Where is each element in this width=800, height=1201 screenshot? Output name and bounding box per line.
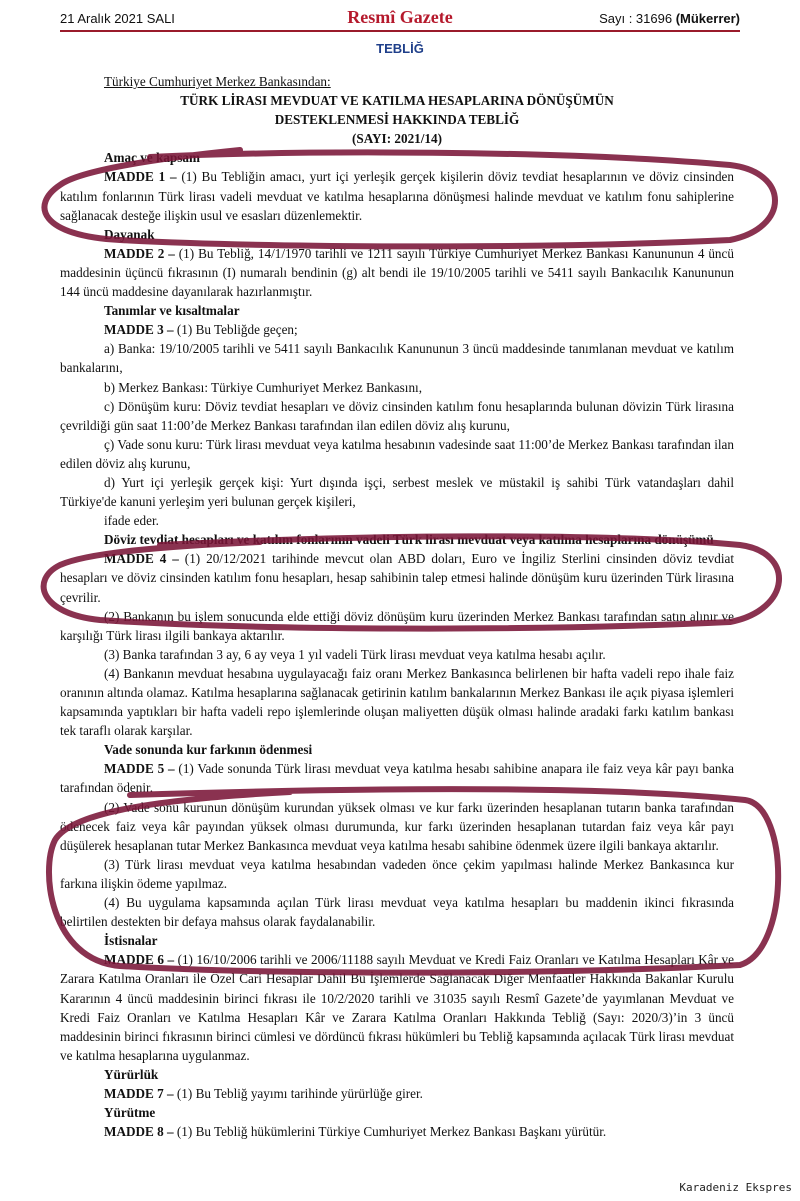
header-date: 21 Aralık 2021 SALI xyxy=(60,11,175,26)
article-1 xyxy=(60,167,734,224)
header-issue xyxy=(599,11,740,26)
title-line-3: (SAYI: 2021/14) xyxy=(352,131,442,147)
issue-number: Sayı : 31696 xyxy=(599,11,673,26)
page-header xyxy=(60,7,740,29)
article-2-label: MADDE 2 – xyxy=(104,245,175,261)
article-5-4: (4) Bu uygulama kapsamında açılan Türk lirası mevduat veya katılma hesapları bu maddenin ikinci fıkrasında belirtilen destekten bir defaya mahsus olarak faydalanabilir. xyxy=(60,895,734,930)
article-8-label: MADDE 8 – xyxy=(104,1124,174,1140)
heading-conversion-text: Döviz tevdiat hesapları ve katılım fonlarının vadeli Türk lirası mevduat veya katılma hesaplarına dönüşümü xyxy=(104,532,714,548)
definition-d: d) Yurt içi yerleşik gerçek kişi: Yurt dışında işçi, serbest meslek ve müstakil iş sahibi Türk vatandaşları dahil Türkiye'de kanuni yerleşim yeri bulunan gerçek kişileri, xyxy=(60,474,734,510)
article-1-text: (1) Bu Tebliğin amacı, yurt içi yerleşik gerçek kişilerin döviz tevdiat hesaplarının ve döviz cinsinden katılım fonlarının Türk lirası vadeli mevduat ve katılma hesaplarına dönüşmesi halinde mevduat ve katılım fonu sahiplerine sağlanacak desteğe ilişkin usul ve esasları düzenlemektir. xyxy=(60,169,734,223)
article-6-text: (1) 16/10/2006 tarihli ve 2006/11188 sayılı Mevduat ve Kredi Faiz Oranları ve Katılma Hesapları Kâr ve Zarara Katılma Oranları ile Özel Cari Hesaplar Dahil Bu İşlemlerde Sağlanacak Diğer Menfaatler Hakkında Bakanlar Kurulu Kararının 4 üncü maddesinin birinci fıkrası ile 10/2/2020 tarihli ve 31035 sayılı Resmî Gazete’de yayımlanan Mevduat ve Kredi Faiz Oranları ve Katılma Hesapları Kâr ve Zarara Katılma Oranları Hakkında Tebliğ (Sayı: 2020/3)’in 3 üncü maddesinin birinci fıkrasının birinci cümlesi ve dördüncü fıkrası hükümleri bu Tebliğ kapsamında açılacak Türk lirası mevduat ve katılma hesaplarına uygulanmaz. xyxy=(60,952,734,1063)
issue-note: (Mükerrer) xyxy=(675,11,740,26)
article-5-3: (3) Türk lirası mevduat veya katılma hesabından vadeden önce çekim yapılması halinde Merkez Bankasınca kur farkına ilişkin ödeme yapılmaz. xyxy=(60,856,734,891)
article-6 xyxy=(60,950,734,1065)
heading-exceptions: İstisnalar xyxy=(104,933,158,949)
article-5-label: MADDE 5 – xyxy=(104,761,175,777)
document-body xyxy=(60,72,734,1141)
article-4-4: (4) Bankanın mevduat hesabına uygulayacağı faiz oranı Merkez Bankasınca belirlenen bir hafta vadeli repo ihale faiz oranının altında olamaz. Katılma hesaplarına sağlanacak getirinin katılım bankalarının Merkez Bankası ile açık piyasa işlemleri kapsamında yaptıkları bir hafta vadeli repo işlemlerinde oluşan maliyetten düşük olması halinde aradaki farkı katılım bankası tek taraflı olarak karşılar. xyxy=(60,665,734,739)
heading-effective-date: Yürürlük xyxy=(104,1066,159,1082)
article-5-2: (2) Vade sonu kurunun dönüşüm kurundan yüksek olması ve kur farkı üzerinden hesaplanan tutarın banka tarafından ödenecek faiz veya kâr payından yüksek olması durumunda, kur farkı üzerinden hesaplanan tutardan faiz veya kâr payı düşülerek hesaplanan tutar Merkez Bankasınca mevduat veya katılma hesabı sahibine ödenmek üzere ilgili bankaya aktarılır. xyxy=(60,799,734,853)
definitions-end: ifade eder. xyxy=(104,513,159,529)
article-4-1 xyxy=(60,549,734,606)
article-5-1 xyxy=(60,759,734,797)
article-2 xyxy=(60,244,734,301)
article-2-text: (1) Bu Tebliğ, 14/1/1970 tarihli ve 1211 sayılı Türkiye Cumhuriyet Merkez Bankası Kanununun 4 üncü maddesinin üçüncü fıkrasının (I) numaralı bendinin (g) alt bendi ile 19/10/2005 tarihli ve 5411 sayılı Bankacılık Kanununun 144 üncü maddesine dayanılarak hazırlanmıştır. xyxy=(60,245,734,300)
article-8 xyxy=(60,1122,734,1141)
heading-purpose: Amaç ve kapsam xyxy=(104,150,200,166)
article-4-label: MADDE 4 – xyxy=(104,551,179,567)
article-5-1-text: (1) Vade sonunda Türk lirası mevduat veya katılma hesabı sahibine anapara ile faiz veya kâr payı banka tarafından ödenir. xyxy=(60,761,734,796)
definition-a: a) Banka: 19/10/2005 tarihli ve 5411 sayılı Bankacılık Kanununun 3 üncü maddesinde tanımlanan mevduat ve katılım bankalarını, xyxy=(60,341,734,376)
title-line-2: DESTEKLENMESİ HAKKINDA TEBLİĞ xyxy=(274,112,520,128)
definition-b: b) Merkez Bankası: Türkiye Cumhuriyet Merkez Bankasını, xyxy=(104,379,423,395)
article-3-label: MADDE 3 – xyxy=(104,322,174,338)
article-4-3: (3) Banka tarafından 3 ay, 6 ay veya 1 yıl vadeli Türk lirası mevduat veya katılma hesabı açılır. xyxy=(104,646,606,662)
definition-cc: ç) Vade sonu kuru: Türk lirası mevduat veya katılma hesabının vadesinde saat 11:00’de Merkez Bankası tarafından ilan edilen döviz alış kurunu, xyxy=(60,436,734,471)
article-3 xyxy=(60,320,734,339)
article-3-text: (1) Bu Tebliğde geçen; xyxy=(173,322,298,338)
issuer-line: Türkiye Cumhuriyet Merkez Bankasından: xyxy=(104,74,331,89)
heading-basis: Dayanak xyxy=(104,226,155,242)
heading-exchange-difference: Vade sonunda kur farkının ödenmesi xyxy=(104,742,313,758)
heading-definitions: Tanımlar ve kısaltmalar xyxy=(104,303,240,319)
header-rule xyxy=(60,30,740,32)
definition-c: c) Dönüşüm kuru: Döviz tevdiat hesapları ve döviz cinsinden katılım fonu hesaplarında bulunan dövizin Türk lirasına çevrildiği gün saat 11:00’de Merkez Bankası tarafından ilan edilen döviz alış kurunu, xyxy=(60,398,734,433)
heading-execution: Yürütme xyxy=(104,1105,156,1121)
article-1-label: MADDE 1 – xyxy=(104,169,177,185)
article-4-2: (2) Bankanın bu işlem sonucunda elde ettiği döviz dönüşüm kuru üzerinden Merkez Bankası tarafından satın alınır ve karşılığı Türk lirası ilgili bankaya aktarılır. xyxy=(60,608,734,643)
gazette-title: Resmî Gazete xyxy=(347,7,453,27)
title-line-1: TÜRK LİRASI MEVDUAT VE KATILMA HESAPLARINA DÖNÜŞÜMÜN xyxy=(180,93,614,109)
article-7-text: (1) Bu Tebliğ yayımı tarihinde yürürlüğe girer. xyxy=(173,1085,423,1101)
heading-conversion xyxy=(60,530,734,549)
article-7-label: MADDE 7 – xyxy=(104,1085,174,1101)
article-8-text: (1) Bu Tebliğ hükümlerini Türkiye Cumhuriyet Merkez Bankası Başkanı yürütür. xyxy=(173,1124,607,1140)
article-6-label: MADDE 6 – xyxy=(104,952,175,968)
source-watermark: Karadeniz Ekspres xyxy=(679,1181,792,1194)
section-title: TEBLİĞ xyxy=(376,41,424,56)
article-7 xyxy=(60,1084,734,1103)
article-4-1-text: (1) 20/12/2021 tarihinde mevcut olan ABD doları, Euro ve İngiliz Sterlini cinsinden döviz tevdiat hesapları ve döviz cinsinden katılım fonu hesapları, hesap sahibinin talep etmesi halinde dönüşüm kuru üzerinden Türk lirasına çevrilir. xyxy=(60,551,734,605)
